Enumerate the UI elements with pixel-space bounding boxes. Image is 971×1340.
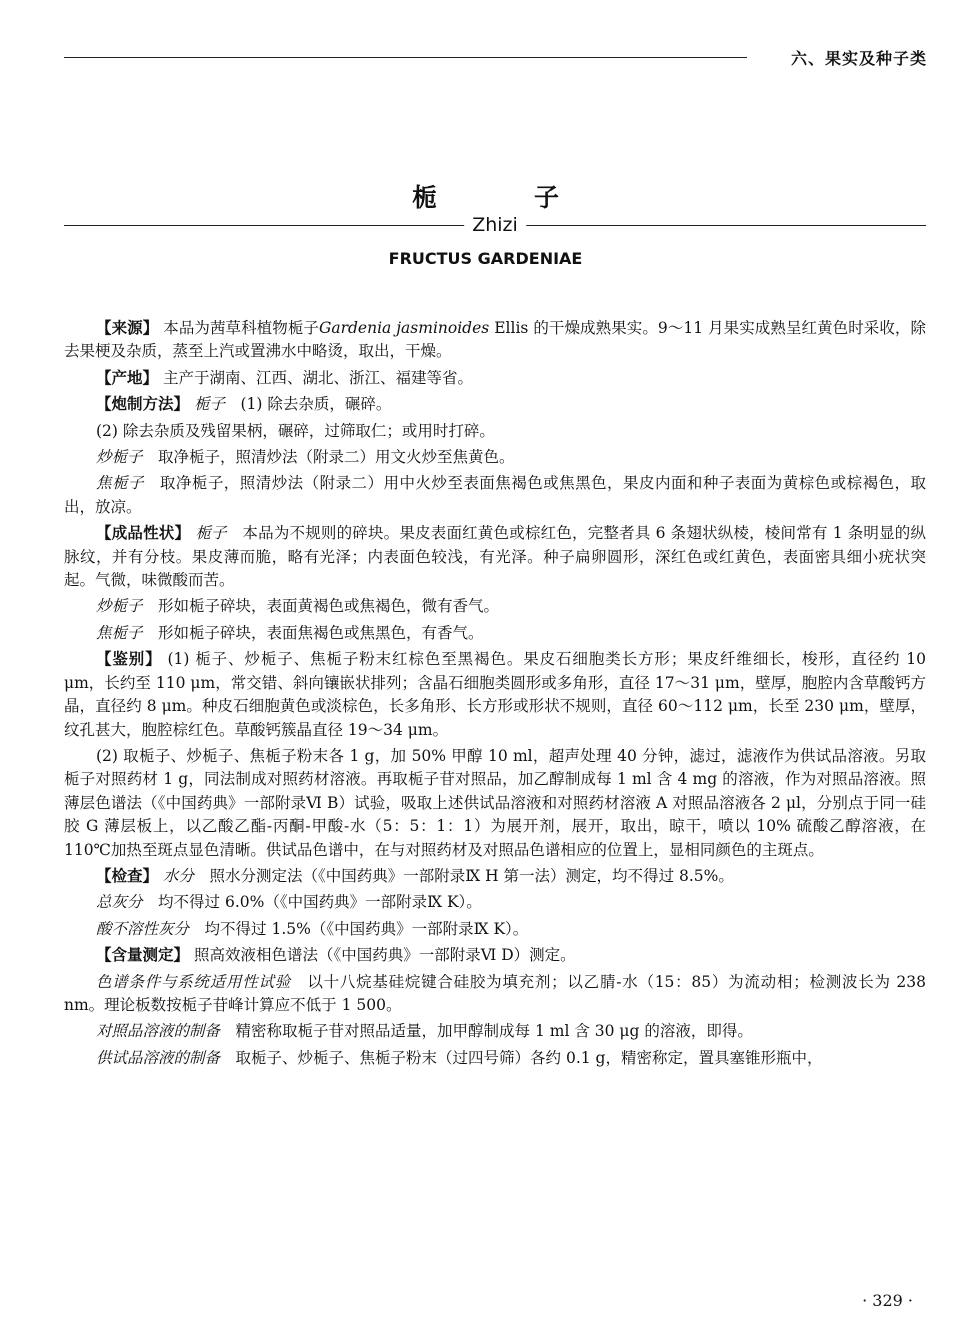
subheading: 色谱条件与系统适用性试验 bbox=[96, 972, 292, 991]
text: 主产于湖南、江西、湖北、浙江、福建等省。 bbox=[162, 368, 473, 387]
subheading: 焦栀子 bbox=[96, 623, 143, 642]
pinyin-line bbox=[64, 214, 926, 236]
text: (1) 栀子、炒栀子、焦栀子粉末红棕色至黑褐色。果皮石细胞类长方形；果皮纤维细长，梭形，直径约 10 μm，长约至 110 μm，常交错、斜向镶嵌状排列；含晶石细胞类圆形或多角形，直径 17～31 μm，壁厚，胞腔内含草酸钙方晶，直径约 8 μm。种皮石细胞黄色或淡棕色，长多角形、长方形或形状不规则，直径 60～112 μm，长至 230 μm，壁厚，纹孔甚大，胞腔棕红色。草酸钙簇晶直径 19～34 μm。 bbox=[64, 650, 926, 739]
assay-paragraph bbox=[64, 944, 926, 967]
latin-name: FRUCTUS GARDENIAE bbox=[388, 249, 583, 268]
subheading: 焦栀子 bbox=[96, 474, 144, 493]
text: 取栀子、炒栀子、焦栀子粉末（过四号筛）各约 0.1 g，精密称定，置具塞锥形瓶中， bbox=[235, 1048, 823, 1067]
identification-paragraph bbox=[64, 648, 926, 742]
page-number: · 329 · bbox=[862, 1291, 913, 1310]
section-tag: 【含量测定】 bbox=[96, 946, 190, 965]
processing-fried bbox=[64, 446, 926, 469]
processing-paragraph bbox=[64, 393, 926, 416]
header-rule bbox=[64, 57, 747, 58]
section-tag: 【来源】 bbox=[96, 319, 159, 337]
text: 本品为不规则的碎块。果皮表面红黄色或棕红色，完整者具 6 条翅状纵棱，棱间常有 1 条明显的纵脉纹，并有分枝。果皮薄而脆，略有光泽；内表面色较浅，有光泽。种子扁卵圆形，深红色或红黄色，表面密具细小疣状突起。气微，味微酸而苦。 bbox=[64, 524, 926, 590]
characters-charred bbox=[64, 622, 926, 645]
subheading: 水分 bbox=[162, 866, 194, 885]
section-tag: 【成品性状】 bbox=[96, 524, 191, 543]
text: (1) 除去杂质，碾碎。 bbox=[240, 395, 392, 414]
characters-paragraph bbox=[64, 522, 926, 592]
text: 形如栀子碎块，表面焦褐色或焦黑色，有香气。 bbox=[158, 623, 484, 642]
section-tag: 【炮制方法】 bbox=[96, 395, 190, 414]
section-tag: 【检查】 bbox=[96, 866, 159, 885]
assay-test-solution bbox=[64, 1047, 926, 1070]
text: 均不得过 6.0%（《中国药典》一部附录Ⅸ K）。 bbox=[158, 893, 482, 912]
subheading: 炒栀子 bbox=[96, 448, 143, 467]
pinyin-name: Zhizi bbox=[464, 214, 526, 236]
chapter-title: 六、果实及种子类 bbox=[783, 46, 927, 69]
text: 形如栀子碎块，表面黄褐色或焦褐色，微有香气。 bbox=[158, 597, 500, 616]
herb-title: 栀 子 bbox=[411, 183, 595, 212]
text: 以十八烷基硅烷键合硅胶为填充剂；以乙腈-水（15：85）为流动相；检测波长为 238 nm。理论板数按栀子苷峰计算应不低于 1 500。 bbox=[64, 972, 926, 1014]
text: 照水分测定法（《中国药典》一部附录Ⅸ H 第一法）测定，均不得过 8.5%。 bbox=[209, 866, 734, 885]
origin-paragraph bbox=[64, 367, 926, 390]
subheading: 栀子 bbox=[195, 524, 227, 543]
subheading: 栀子 bbox=[193, 395, 225, 414]
inspection-acid-ash bbox=[64, 918, 926, 941]
subheading: 炒栀子 bbox=[96, 597, 143, 616]
subheading: 酸不溶性灰分 bbox=[96, 919, 190, 938]
text: 取净栀子，照清炒法（附录二）用文火炒至焦黄色。 bbox=[158, 448, 515, 467]
section-tag: 【鉴别】 bbox=[96, 650, 162, 669]
text: (2) 取栀子、炒栀子、焦栀子粉末各 1 g，加 50% 甲醇 10 ml，超声处理 40 分钟，滤过，滤液作为供试品溶液。另取栀子对照药材 1 g，同法制成对照药材溶液。再取栀子苷对照品，加乙醇制成每 1 ml 含 4 mg 的溶液，作为对照品溶液。照薄层色谱法（《中国药典》一部附录Ⅵ B）试验，吸取上述供试品溶液和对照药材溶液 A 对照品溶液各 2 μl，分别点于同一硅胶 G 薄层板上，以乙酸乙酯-丙酮-甲酸-水（5：5：1：1）为展开剂，展开，取出，晾干，喷以 10% 硫酸乙醇溶液，在 110℃加热至斑点显色清晰。供试品色谱中，在与对照药材及对照品色谱相应的位置上，显相同颜色的主斑点。 bbox=[64, 746, 926, 859]
characters-fried bbox=[64, 595, 926, 618]
running-header bbox=[64, 46, 927, 74]
source-paragraph bbox=[64, 317, 926, 364]
latin-binomial: Gardenia jasminoides bbox=[318, 319, 490, 337]
text: (2) 除去杂质及残留果柄，碾碎，过筛取仁；或用时打碎。 bbox=[96, 421, 495, 440]
text: 照高效液相色谱法（《中国药典》一部附录Ⅵ D）测定。 bbox=[193, 946, 576, 965]
processing-charred bbox=[64, 472, 926, 519]
inspection-ash bbox=[64, 891, 926, 914]
assay-reference-solution bbox=[64, 1020, 926, 1043]
identification-tlc bbox=[64, 745, 926, 862]
text: Ellis 的干燥成熟果实。9～11 月果实成熟呈红黄色时采收，除去果梗及杂质，蒸至上汽或置沸水中略烫，取出，干燥。 bbox=[64, 319, 926, 361]
subheading: 总灰分 bbox=[96, 893, 143, 912]
processing-item-2 bbox=[64, 420, 926, 443]
text: 取净栀子，照清炒法（附录二）用中火炒至表面焦褐色或焦黑色，果皮内面和种子表面为黄棕色或棕褐色，取出，放凉。 bbox=[64, 474, 926, 516]
inspection-paragraph bbox=[64, 865, 926, 888]
text: 本品为茜草科植物栀子 bbox=[163, 319, 319, 337]
subheading: 对照品溶液的制备 bbox=[96, 1022, 221, 1041]
text: 精密称取栀子苷对照品适量，加甲醇制成每 1 ml 含 30 μg 的溶液，即得。 bbox=[235, 1022, 753, 1041]
assay-chromatography bbox=[64, 971, 926, 1018]
subheading: 供试品溶液的制备 bbox=[96, 1048, 221, 1067]
section-tag: 【产地】 bbox=[96, 368, 159, 387]
text: 均不得过 1.5%（《中国药典》一部附录Ⅸ K）。 bbox=[204, 919, 529, 938]
monograph-body bbox=[64, 317, 926, 1073]
